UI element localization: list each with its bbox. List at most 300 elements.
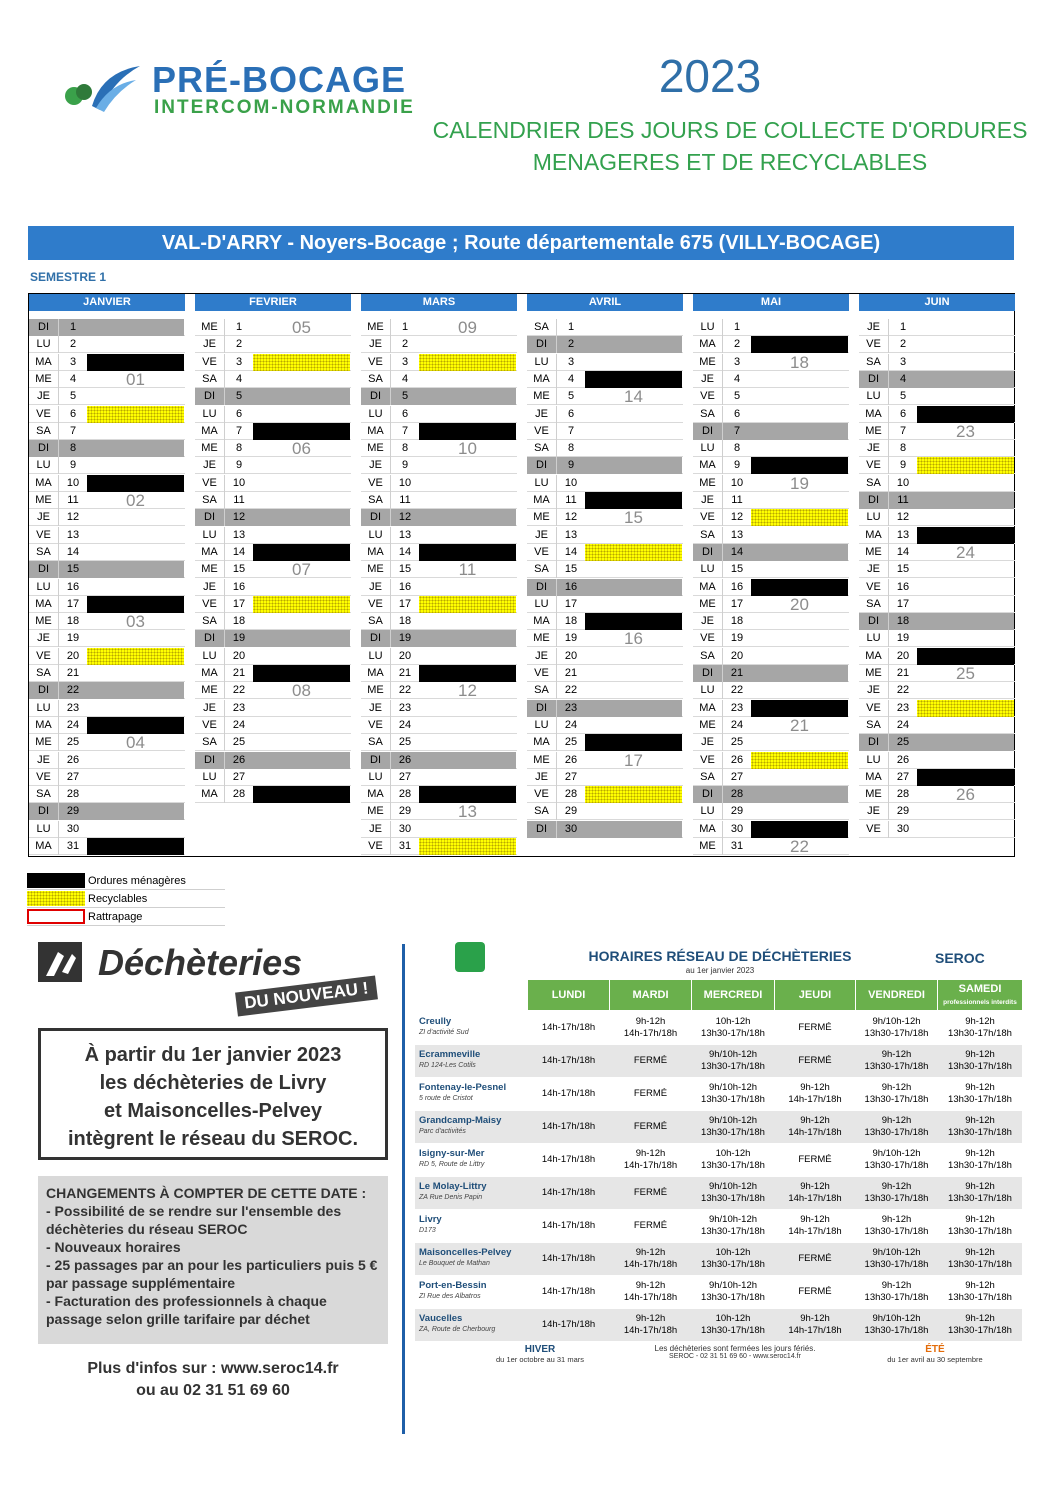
seroc-hours-cell: 9h/10h-12h 13h30-17h/18h [701,1115,765,1138]
day-number: 19 [66,632,80,645]
hiver-dates: du 1er octobre au 31 mars [496,1355,584,1364]
day-number: 9 [401,459,409,472]
day-row [361,354,517,371]
day-row [195,613,351,630]
vertical-separator [402,944,405,1434]
recyclables-collection-cell [751,752,848,769]
ordures-collection-cell [253,665,350,682]
seroc-hours-cell: FERMÉ [633,1055,668,1066]
empty-cell [917,475,1014,492]
seroc-hours-cell: FERMÉ [798,1154,832,1165]
day-number: 28 [398,788,412,801]
day-row [29,457,185,474]
day-number: 28 [564,788,578,801]
seroc-hours-cell: 9h-12h 13h30-17h/18h [864,1181,929,1204]
day-row [527,821,683,838]
day-row [195,734,351,751]
weekday-label: SA [195,371,225,388]
day-number: 24 [896,718,910,731]
weekday-label: JE [693,734,723,751]
seroc-row [415,1144,1022,1176]
empty-cell [751,544,848,561]
day-number: 26 [564,753,578,766]
empty-cell [87,336,184,353]
empty-cell [917,561,1014,578]
weekday-label: VE [361,838,391,855]
day-row [527,786,683,803]
day-number: 11 [731,494,743,506]
seroc-day-header: MERCREDI [692,980,774,1010]
empty-cell [751,423,848,440]
subtitle-line-2: MENAGERES ET DE RECYCLABLES [532,149,928,175]
weekday-label: MA [527,613,557,630]
seroc-hours-cell: 9h-12h 14h-17h/18h [788,1313,842,1336]
empty-cell [751,561,848,578]
day-row [29,475,185,492]
empty-cell [253,492,350,509]
recyclables-collection-cell [917,700,1014,717]
weekday-label: JE [361,821,391,838]
empty-cell [585,440,682,457]
day-number: 6 [733,407,741,420]
day-row [361,596,517,613]
weekday-label: VE [527,423,557,440]
empty-cell [917,371,1014,388]
day-number: 11 [889,492,917,509]
weekday-label: SA [195,734,225,751]
week-number: 05 [292,318,311,337]
day-row [527,596,683,613]
empty-cell [751,648,848,665]
weekday-label: VE [693,388,723,405]
weekday-label: LU [195,648,225,665]
weekday-label: ME [195,682,225,699]
empty-cell [253,613,350,630]
empty-cell [585,457,682,474]
day-row [29,423,185,440]
empty-cell [917,319,1014,336]
day-number: 14 [723,544,751,561]
ordures-collection-cell [917,648,1014,665]
weekday-label: JE [195,579,225,596]
weekday-label: SA [527,440,557,457]
day-number: 10 [730,476,744,489]
empty-cell [87,388,184,405]
decheterie-icon [38,942,82,982]
weekday-label: DI [859,371,889,388]
day-row [527,648,683,665]
empty-cell [751,630,848,647]
weekday-label: VE [29,769,59,786]
day-row [527,336,683,353]
day-row [29,596,185,613]
day-number: 4 [401,372,409,385]
day-number: 15 [896,563,910,576]
day-number: 13 [66,528,80,541]
weekday-label: VE [527,544,557,561]
weekday-label: DI [29,440,59,457]
weekday-label: SA [693,648,723,665]
rattrapage-swatch [27,909,85,924]
ordures-collection-cell [917,406,1014,423]
recyclables-collection-cell [419,596,516,613]
day-number: 23 [398,701,412,714]
seroc-hours-cell: 9h/10h-12h 13h30-17h/18h [864,1247,929,1270]
empty-cell [585,354,682,371]
weekday-label: ME [195,561,225,578]
day-number: 28 [723,786,751,803]
month-column [693,294,849,856]
week-number: 13 [458,802,477,822]
ordures-collection-cell [87,838,184,855]
day-number: 14 [398,545,412,558]
weekday-label: ME [527,630,557,647]
seroc-hours-cell: 9h/10h-12h 13h30-17h/18h [701,1214,765,1237]
seroc-schedule [415,940,1025,1372]
seroc-hours-cell: FERMÉ [798,1286,832,1297]
empty-cell [419,388,516,405]
seroc-hours-cell: 9h-12h 14h-17h/18h [788,1181,842,1204]
day-row [527,579,683,596]
day-row [195,665,351,682]
weekday-label: LU [29,579,59,596]
recyclables-collection-cell [253,354,350,371]
day-number: 5 [733,390,741,403]
empty-cell [87,509,184,526]
day-number: 6 [401,407,409,420]
weekday-label: DI [527,700,557,717]
logo-subtitle: INTERCOM-NORMANDIE [154,97,415,118]
day-number: 16 [232,580,246,593]
weekday-label: VE [693,752,723,769]
day-number: 27 [66,770,80,783]
day-row [693,423,849,440]
day-number: 4 [69,372,77,385]
day-row [527,544,683,561]
empty-cell [419,630,516,647]
day-number: 25 [730,736,744,749]
weekday-label: MA [195,423,225,440]
day-number: 10 [232,476,246,489]
recyclables-collection-cell [419,354,516,371]
nouveau-badge: DU NOUVEAU ! [235,976,378,1017]
legend-rattrapage-label: Rattrapage [88,911,143,923]
empty-cell [419,475,516,492]
empty-cell [87,769,184,786]
day-number: 11 [565,494,577,506]
weekday-label: SA [859,475,889,492]
empty-cell [917,440,1014,457]
day-row [527,700,683,717]
weekday-label: MA [693,457,723,474]
day-number: 10 [398,476,412,489]
legend-recyclables [27,890,225,908]
day-row [859,821,1015,838]
site-name: Creully ZI d'activité Sud [419,1016,469,1036]
day-number: 2 [899,338,907,351]
weekday-label: MA [859,769,889,786]
recyclables-collection-cell [751,509,848,526]
weekday-label: VE [859,821,889,838]
day-row [195,423,351,440]
empty-cell [419,527,516,544]
day-number: 30 [896,822,910,835]
ordures-collection-cell [751,457,848,474]
weekday-label: MA [29,838,59,855]
recyclables-collection-cell [585,544,682,561]
empty-cell [751,440,848,457]
day-row [693,388,849,405]
empty-cell [585,665,682,682]
legend [27,872,225,926]
seroc-hours-cell: FERMÉ [633,1187,668,1198]
day-number: 21 [232,667,246,679]
week-number: 09 [458,318,477,337]
seroc-hours-cell: 9h-12h 13h30-17h/18h [864,1082,929,1105]
seroc-hours-cell: FERMÉ [798,1055,832,1066]
weekday-label: JE [527,527,557,544]
seroc-hours-cell: 14h-17h/18h [541,1187,596,1198]
empty-cell [751,786,848,803]
day-row [195,492,351,509]
weekday-label: MA [29,596,59,613]
empty-cell [419,752,516,769]
empty-cell [87,423,184,440]
weekday-label: JE [361,579,391,596]
weekday-label: DI [195,752,225,769]
leaf-logo-icon [62,62,144,118]
weekday-label: ME [859,544,889,561]
day-row [859,561,1015,578]
weekday-label: ME [361,319,391,336]
day-number: 10 [564,476,578,489]
empty-cell [419,648,516,665]
ordures-collection-cell [585,371,682,388]
weekday-label: MA [29,475,59,492]
week-number: 11 [458,560,477,580]
empty-cell [751,527,848,544]
empty-cell [585,423,682,440]
day-row [527,769,683,786]
weekday-label: ME [527,509,557,526]
day-number: 27 [398,770,412,783]
seroc-hours-cell: FERMÉ [798,1022,832,1033]
weekday-label: LU [29,336,59,353]
day-row [29,509,185,526]
day-row [361,630,517,647]
seroc-hours-cell: 9h-12h 13h30-17h/18h [948,1148,1012,1171]
empty-cell [87,579,184,596]
day-number: 5 [225,388,253,405]
day-number: 16 [557,579,585,596]
weekday-label: VE [195,717,225,734]
day-number: 28 [232,788,246,801]
day-row [693,682,849,699]
day-number: 18 [564,615,578,628]
empty-cell [87,457,184,474]
day-row [29,527,185,544]
day-number: 21 [723,665,751,682]
day-number: 21 [398,667,412,679]
day-number: 3 [567,355,575,368]
ordures-collection-cell [253,544,350,561]
day-number: 18 [66,615,80,628]
day-number: 8 [899,442,907,455]
day-row [29,648,185,665]
weekday-label: LU [859,752,889,769]
weekday-label: DI [29,319,59,336]
empty-cell [917,336,1014,353]
day-number: 14 [66,545,80,558]
day-number: 25 [232,736,246,749]
day-number: 17 [896,597,910,610]
weekday-label: DI [361,509,391,526]
seroc-hours-cell: 9h-12h 13h30-17h/18h [948,1082,1012,1105]
day-number: 9 [899,459,907,472]
seroc-hours-cell: 9h/10h-12h 13h30-17h/18h [701,1181,765,1204]
ordures-collection-cell [419,786,516,803]
empty-cell [253,406,350,423]
empty-cell [253,371,350,388]
weekday-label: VE [859,336,889,353]
weekday-label: DI [859,613,889,630]
weekday-label: JE [693,492,723,509]
seroc-row [415,1243,1022,1275]
weekday-label: ME [527,752,557,769]
day-row [693,561,849,578]
day-number: 20 [398,649,412,662]
day-row [361,492,517,509]
seroc-hours-cell: 9h/10h-12h 13h30-17h/18h [701,1082,765,1105]
weekday-label: JE [361,700,391,717]
day-row [693,821,849,838]
day-number: 6 [899,407,907,420]
day-row [29,336,185,353]
day-number: 27 [896,770,910,783]
site-name: Isigny-sur-Mer RD 5, Route de Littry [419,1148,485,1168]
weekday-label: DI [527,579,557,596]
day-number: 25 [564,736,578,749]
day-number: 12 [391,509,419,526]
week-number: 17 [624,750,643,770]
month-column [361,294,517,856]
week-number: 14 [624,387,643,407]
seroc-hours-cell: 9h-12h 14h-17h/18h [788,1214,842,1237]
day-number: 2 [733,338,741,351]
day-row [859,527,1015,544]
empty-cell [87,665,184,682]
week-number: 26 [956,785,975,805]
week-number: 01 [126,369,145,389]
weekday-label: MA [195,665,225,682]
day-row [29,821,185,838]
ordures-collection-cell [253,423,350,440]
day-number: 10 [896,476,910,489]
day-number: 28 [66,788,80,801]
recyclables-collection-cell [917,457,1014,474]
day-row [195,509,351,526]
day-row [195,579,351,596]
week-number: 18 [790,352,809,372]
day-row [859,717,1015,734]
ordures-collection-cell [585,734,682,751]
empty-cell [751,319,848,336]
day-row [29,665,185,682]
seroc-hours-cell: 9h-12h 14h-17h/18h [623,1148,678,1171]
empty-cell [253,388,350,405]
weekday-label: SA [195,613,225,630]
weekday-label: DI [693,665,723,682]
day-number: 7 [69,424,77,437]
day-row [859,457,1015,474]
change-item: - Facturation des professionnels à chaque passage selon grille tarifaire par déchet [46,1293,327,1327]
announcement-line-4: intègrent le réseau du SEROC. [67,1128,359,1150]
weekday-label: LU [195,769,225,786]
day-row [29,752,185,769]
weekday-label: MA [693,821,723,838]
month-header: MAI [693,294,849,311]
day-row [693,734,849,751]
month-header: AVRIL [527,294,683,311]
day-number: 9 [69,459,77,472]
weekday-label: DI [527,821,557,838]
month-column [195,294,351,856]
empty-cell [751,388,848,405]
weekday-label: MA [29,717,59,734]
day-row [29,803,185,820]
empty-cell [419,406,516,423]
weekday-label: LU [361,769,391,786]
seroc-hours-cell: 9h/10h-12h 13h30-17h/18h [864,1148,929,1171]
day-row [361,544,517,561]
weekday-label: DI [693,423,723,440]
seroc-hours-cell: 9h-12h 13h30-17h/18h [948,1016,1012,1039]
day-number: 26 [66,753,80,766]
month-header: JUIN [859,294,1015,311]
day-row [195,527,351,544]
empty-cell [253,700,350,717]
weekday-label: VE [693,630,723,647]
empty-cell [917,682,1014,699]
day-row [195,700,351,717]
day-number: 19 [896,632,910,645]
day-number: 18 [889,613,917,630]
day-row [195,717,351,734]
empty-cell [917,579,1014,596]
day-number: 27 [232,770,246,783]
day-row [859,492,1015,509]
day-row [361,821,517,838]
day-row [527,492,683,509]
day-number: 17 [730,597,744,610]
weekday-label: SA [195,492,225,509]
weekday-label: SA [361,613,391,630]
day-number: 3 [899,355,907,368]
semester-label: SEMESTRE 1 [30,270,107,284]
seroc-day-header: JEUDI [775,980,855,1010]
day-number: 8 [401,442,409,455]
ordures-collection-cell [751,821,848,838]
announcement-line-2: les déchèteries de Livry [99,1072,327,1094]
weekday-label: SA [361,371,391,388]
change-item: - Nouveaux horaires [46,1239,181,1255]
day-row [859,682,1015,699]
day-row [195,371,351,388]
day-row [195,406,351,423]
empty-cell [585,475,682,492]
weekday-label: SA [859,354,889,371]
empty-cell [419,769,516,786]
